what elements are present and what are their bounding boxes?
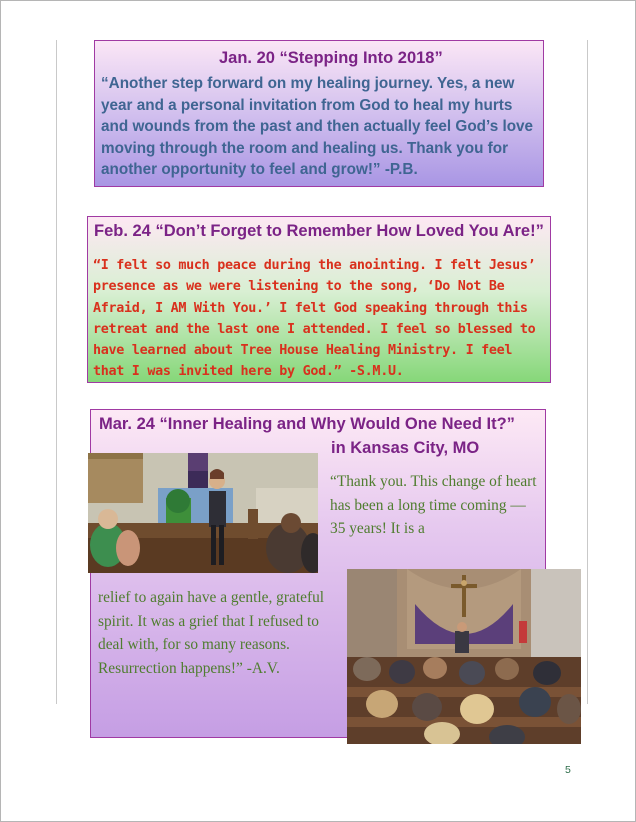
testimonial-title: Feb. 24 “Don’t Forget to Remember How Loved You Are!” (94, 222, 544, 240)
testimonial-quote-part2: relief to again have a gentle, grateful spirit. It was a grief that I refused to deal with, for so many reasons. Resurrection happens!” -A.V. (98, 589, 325, 677)
congregation-photo-image (347, 569, 581, 744)
testimonial-box-feb (87, 216, 551, 383)
testimonial-title: Mar. 24 “Inner Healing and Why Would One Need It?” (99, 415, 515, 433)
church-congregation-photo (347, 569, 581, 744)
testimonial-quote-part1: “Thank you. This change of heart has been a long time coming — 35 years! It is a (330, 473, 537, 538)
testimonial-quote: “I felt so much peace during the anointing. I felt Jesus’ presence as we were listening to the song, ‘Do Not Be Afraid, I AM With You.’ I felt God speaking through this retreat and the last one I attended. I feel so blessed to have learned about Tree House Healing Ministry. I feel that I was invited here by God.” -S.M.U. (93, 258, 536, 380)
left-margin-rule (56, 40, 57, 704)
retreat-speaker-photo (88, 453, 318, 573)
testimonial-title: Jan. 20 “Stepping Into 2018” (219, 49, 443, 67)
testimonial-quote: “Another step forward on my healing journey. Yes, a new year and a personal invitation from God to heal my hurts and wounds from the past and then actually feel God’s love moving through the room and healing us. Thank you for another opportunity to feel and grow!” -P.B. (101, 75, 534, 178)
testimonial-box-jan (94, 40, 544, 187)
page-number: 5 (565, 764, 571, 776)
right-margin-rule (587, 40, 588, 704)
speaker-photo-image (88, 453, 318, 573)
testimonial-location: in Kansas City, MO (331, 439, 480, 457)
